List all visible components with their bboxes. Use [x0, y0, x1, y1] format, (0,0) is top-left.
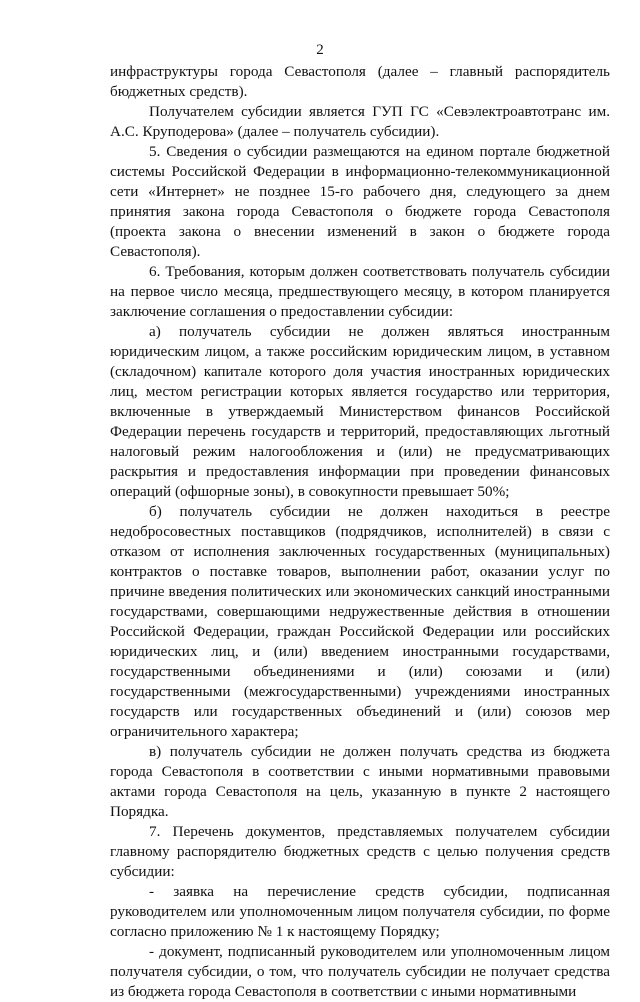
document-body [110, 62, 610, 1002]
list-item-document: - документ, подписанный руководителем или уполномоченным лицом получателя субсидии, о том, что получатель субсидии не получает средства из бюджета города Севастополя в соответствии с иными нормативными [110, 943, 610, 1000]
paragraph-item-6v: в) получатель субсидии не должен получать средства из бюджета города Севастополя в соответствии с иными нормативными правовыми актами города Севастополя на цель, указанную в пункте 2 настоящего Порядка. [110, 743, 610, 820]
paragraph-item-7: 7. Перечень документов, представляемых получателем субсидии главному распорядителю бюджетных средств с целью получения средств субсидии: [110, 823, 610, 880]
page-number: 2 [316, 42, 324, 58]
paragraph-item-6: 6. Требования, которым должен соответствовать получатель субсидии на первое число месяца, предшествующего месяцу, в котором планируется заключение соглашения о предоставлении субсидии: [110, 263, 610, 320]
paragraph-item-6a: а) получатель субсидии не должен являться иностранным юридическим лицом, а также российским юридическим лицом, в уставном (складочном) капитале которого доля участия иностранных юридических лиц, местом регистрации которых является государство или территория, включенные в утверждаемый Министерством финансов Российской Федерации перечень государств и территорий, предоставляющих льготный налоговый режим налогообложения и (или) не предусматривающих раскрытия и предоставления информации при проведении финансовых операций (офшорные зоны), в совокупности превышает 50%; [110, 323, 610, 500]
paragraph-recipient: Получателем субсидии является ГУП ГС «Севэлектроавтотранс им. А.С. Круподерова» (далее – получатель субсидии). [110, 103, 610, 140]
paragraph-item-6b: б) получатель субсидии не должен находиться в реестре недобросовестных поставщиков (подрядчиков, исполнителей) в связи с отказом от исполнения заключенных государственных (муниципальных) контрактов о поставке товаров, выполнении работ, оказании услуг по причине введения политических или экономических санкций иностранными государствами, совершающими недружественные действия в отношении Российской Федерации, граждан Российской Федерации или российских юридических лиц, и (или) введением иностранными государствами, государственными объединениями и (или) союзами и (или) государственными (межгосударственными) учреждениями иностранных государств или государственных объединений и (или) союзов мер ограничительного характера; [110, 503, 610, 740]
paragraph-item-5: 5. Сведения о субсидии размещаются на едином портале бюджетной системы Российской Федерации в информационно-телекоммуникационной сети «Интернет» не позднее 15-го рабочего дня, следующего за днем принятия закона города Севастополя о бюджете города Севастополя (проекта закона о внесении изменений в закон о бюджете города Севастополя). [110, 143, 610, 260]
list-item-application: - заявка на перечисление средств субсидии, подписанная руководителем или уполномоченным лицом получателя субсидии, по форме согласно приложению № 1 к настоящему Порядку; [110, 883, 610, 940]
paragraph-continuation: инфраструктуры города Севастополя (далее – главный распорядитель бюджетных средств). [110, 63, 610, 100]
